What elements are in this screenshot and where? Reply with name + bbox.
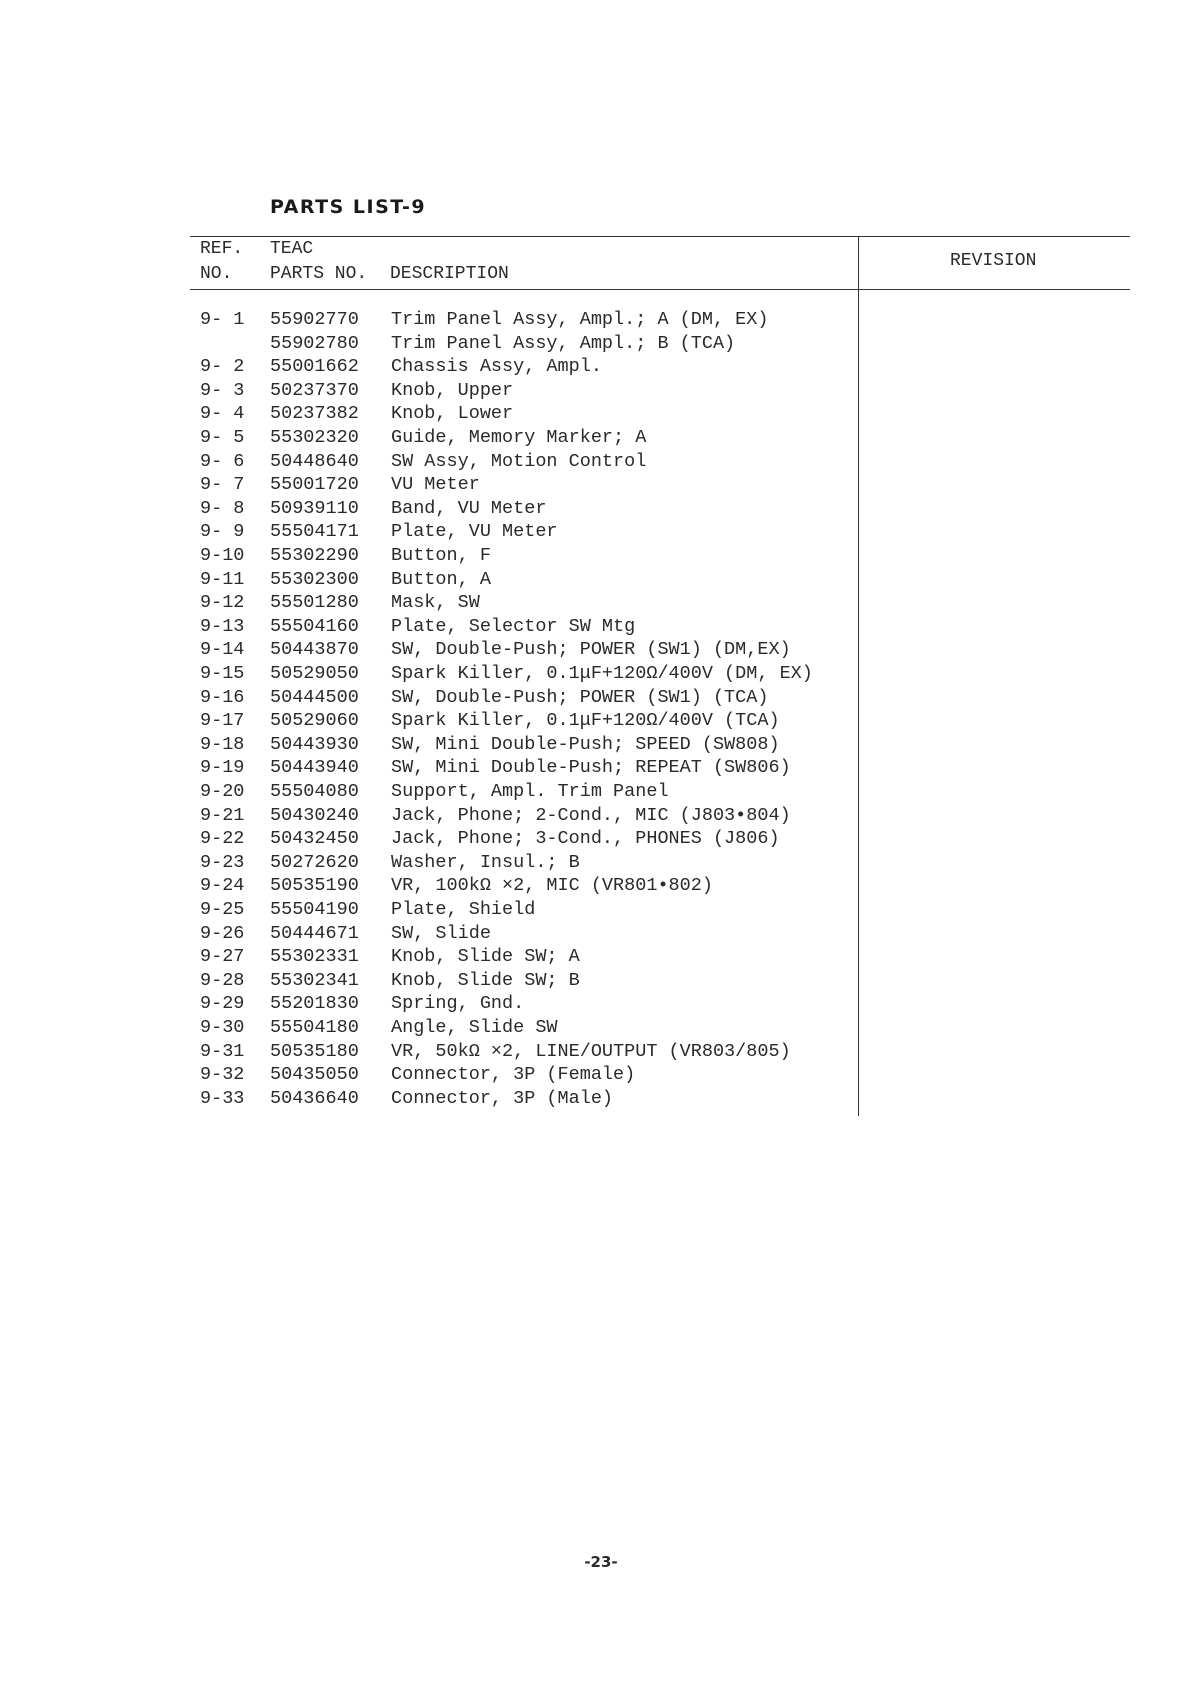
description-cell: Knob, Lower: [391, 403, 514, 425]
ref-cell: 9-19: [200, 757, 245, 779]
part-number-cell: 50272620: [270, 851, 359, 873]
header-parts-line2: PARTS NO.: [270, 264, 368, 284]
ref-cell: 9- 4: [200, 403, 245, 425]
ref-cell: 9-21: [200, 804, 245, 826]
part-number-cell: 55302290: [270, 545, 359, 566]
table-row: [0, 592, 850, 616]
description-cell: Angle, Slide SW: [391, 1017, 558, 1038]
table-row: [0, 1041, 850, 1065]
part-number-cell: 55501280: [270, 592, 359, 614]
table-row: [0, 710, 850, 734]
ref-cell: 9- 6: [200, 450, 245, 472]
ref-cell: 9- 5: [200, 427, 245, 448]
description-cell: Trim Panel Assy, Ampl.; B (TCA): [391, 332, 736, 354]
header-parts-line1: TEAC: [270, 239, 314, 259]
table-row: [0, 474, 850, 498]
table-row: [0, 616, 850, 640]
ref-cell: 9- 3: [200, 379, 245, 401]
part-number-cell: 55902780: [270, 332, 359, 354]
table-row: [0, 1064, 850, 1088]
description-cell: Spring, Gnd.: [391, 993, 525, 1015]
ref-cell: 9-22: [200, 828, 245, 850]
part-number-cell: 50443930: [270, 733, 359, 755]
ref-cell: 9- 2: [200, 356, 245, 378]
part-number-cell: 50436640: [270, 1087, 359, 1109]
table-row: [0, 687, 850, 711]
table-row: [0, 309, 850, 333]
ref-cell: 9-28: [200, 969, 245, 991]
description-cell: Knob, Slide SW; B: [391, 969, 580, 991]
description-cell: Band, VU Meter: [391, 497, 547, 519]
page-number: -23-: [584, 1553, 618, 1571]
part-number-cell: 50444500: [270, 686, 359, 708]
table-top-rule: [190, 236, 1130, 237]
description-cell: Support, Ampl. Trim Panel: [391, 781, 669, 802]
table-row: [0, 451, 850, 475]
part-number-cell: 50535190: [270, 875, 359, 897]
description-cell: SW, Mini Double-Push; SPEED (SW808): [391, 733, 780, 755]
description-cell: Jack, Phone; 2-Cond., MIC (J803•804): [391, 804, 791, 826]
ref-cell: 9-10: [200, 545, 245, 566]
description-cell: Spark Killer, 0.1μF+120Ω/400V (TCA): [391, 710, 780, 732]
header-description: DESCRIPTION: [390, 264, 509, 284]
part-number-cell: 55902770: [270, 309, 359, 330]
description-cell: Connector, 3P (Male): [391, 1087, 614, 1109]
header-ref-line2: NO.: [200, 264, 233, 284]
header-ref-line1: REF.: [200, 239, 244, 259]
part-number-cell: 55001720: [270, 474, 359, 496]
description-cell: Trim Panel Assy, Ampl.; A (DM, EX): [391, 309, 769, 330]
description-cell: SW, Slide: [391, 922, 491, 944]
ref-cell: 9- 1: [200, 309, 245, 330]
ref-cell: 9-26: [200, 922, 245, 944]
part-number-cell: 55504190: [270, 899, 359, 920]
table-row: [0, 1017, 850, 1041]
description-cell: Knob, Upper: [391, 379, 514, 401]
page-title: PARTS LIST-9: [270, 196, 427, 218]
part-number-cell: 55201830: [270, 993, 359, 1015]
ref-cell: 9-23: [200, 851, 245, 873]
description-cell: Guide, Memory Marker; A: [391, 427, 647, 448]
description-cell: Button, A: [391, 568, 491, 590]
part-number-cell: 50237370: [270, 379, 359, 401]
description-cell: SW Assy, Motion Control: [391, 450, 647, 472]
table-row: [0, 828, 850, 852]
part-number-cell: 50443870: [270, 639, 359, 661]
description-cell: SW, Double-Push; POWER (SW1) (DM,EX): [391, 639, 791, 661]
part-number-cell: 50435050: [270, 1064, 359, 1086]
ref-cell: 9-31: [200, 1040, 245, 1062]
table-header-rule: [190, 289, 1130, 290]
table-row: [0, 427, 850, 451]
ref-cell: 9-24: [200, 875, 245, 897]
ref-cell: 9- 8: [200, 497, 245, 519]
table-row: [0, 639, 850, 663]
part-number-cell: 50939110: [270, 497, 359, 519]
table-row: [0, 333, 850, 357]
ref-cell: 9-32: [200, 1064, 245, 1086]
ref-cell: 9-17: [200, 710, 245, 732]
part-number-cell: 55302331: [270, 946, 359, 968]
part-number-cell: 50448640: [270, 450, 359, 472]
part-number-cell: 55504160: [270, 615, 359, 637]
description-cell: SW, Mini Double-Push; REPEAT (SW806): [391, 757, 791, 779]
table-row: [0, 403, 850, 427]
table-row: [0, 545, 850, 569]
part-number-cell: 50535180: [270, 1040, 359, 1062]
ref-cell: 9-30: [200, 1017, 245, 1038]
ref-cell: 9-12: [200, 592, 245, 614]
table-row: [0, 1088, 850, 1112]
table-row: [0, 805, 850, 829]
part-number-cell: 50443940: [270, 757, 359, 779]
description-cell: VR, 100kΩ ×2, MIC (VR801•802): [391, 875, 713, 897]
part-number-cell: 55302341: [270, 969, 359, 991]
description-cell: Jack, Phone; 3-Cond., PHONES (J806): [391, 828, 780, 850]
part-number-cell: 50529060: [270, 710, 359, 732]
table-row: [0, 899, 850, 923]
table-row: [0, 923, 850, 947]
table-row: [0, 781, 850, 805]
part-number-cell: 55504180: [270, 1017, 359, 1038]
ref-cell: 9-29: [200, 993, 245, 1015]
part-number-cell: 50432450: [270, 828, 359, 850]
description-cell: VR, 50kΩ ×2, LINE/OUTPUT (VR803/805): [391, 1040, 791, 1062]
ref-cell: 9-18: [200, 733, 245, 755]
part-number-cell: 55302300: [270, 568, 359, 590]
description-cell: Knob, Slide SW; A: [391, 946, 580, 968]
table-row: [0, 569, 850, 593]
description-cell: Plate, Selector SW Mtg: [391, 615, 636, 637]
description-cell: SW, Double-Push; POWER (SW1) (TCA): [391, 686, 769, 708]
description-cell: Plate, Shield: [391, 899, 536, 920]
ref-cell: 9-33: [200, 1087, 245, 1109]
description-cell: VU Meter: [391, 474, 480, 496]
part-number-cell: 55302320: [270, 427, 359, 448]
ref-cell: 9-14: [200, 639, 245, 661]
table-row: [0, 521, 850, 545]
ref-cell: 9- 9: [200, 521, 245, 543]
description-cell: Plate, VU Meter: [391, 521, 558, 543]
table-row: [0, 498, 850, 522]
part-number-cell: 50430240: [270, 804, 359, 826]
table-row: [0, 970, 850, 994]
ref-cell: 9-16: [200, 686, 245, 708]
ref-cell: 9- 7: [200, 474, 245, 496]
table-row: [0, 852, 850, 876]
description-cell: Mask, SW: [391, 592, 480, 614]
ref-cell: 9-20: [200, 781, 245, 802]
table-row: [0, 757, 850, 781]
table-row: [0, 993, 850, 1017]
part-number-cell: 55504171: [270, 521, 359, 543]
table-row: [0, 663, 850, 687]
description-cell: Chassis Assy, Ampl.: [391, 356, 602, 378]
description-cell: Washer, Insul.; B: [391, 851, 580, 873]
description-cell: Spark Killer, 0.1μF+120Ω/400V (DM, EX): [391, 663, 813, 684]
ref-cell: 9-15: [200, 663, 245, 684]
ref-cell: 9-11: [200, 568, 245, 590]
table-row: [0, 946, 850, 970]
table-row: [0, 734, 850, 758]
ref-cell: 9-27: [200, 946, 245, 968]
description-cell: Button, F: [391, 545, 491, 566]
table-row: [0, 875, 850, 899]
part-number-cell: 50237382: [270, 403, 359, 425]
ref-cell: 9-13: [200, 615, 245, 637]
part-number-cell: 50529050: [270, 663, 359, 684]
part-number-cell: 55001662: [270, 356, 359, 378]
table-row: [0, 380, 850, 404]
revision-column-divider: [858, 236, 859, 1116]
part-number-cell: 55504080: [270, 781, 359, 802]
table-row: [0, 356, 850, 380]
description-cell: Connector, 3P (Female): [391, 1064, 636, 1086]
part-number-cell: 50444671: [270, 922, 359, 944]
header-revision: REVISION: [950, 251, 1037, 271]
ref-cell: 9-25: [200, 899, 245, 920]
